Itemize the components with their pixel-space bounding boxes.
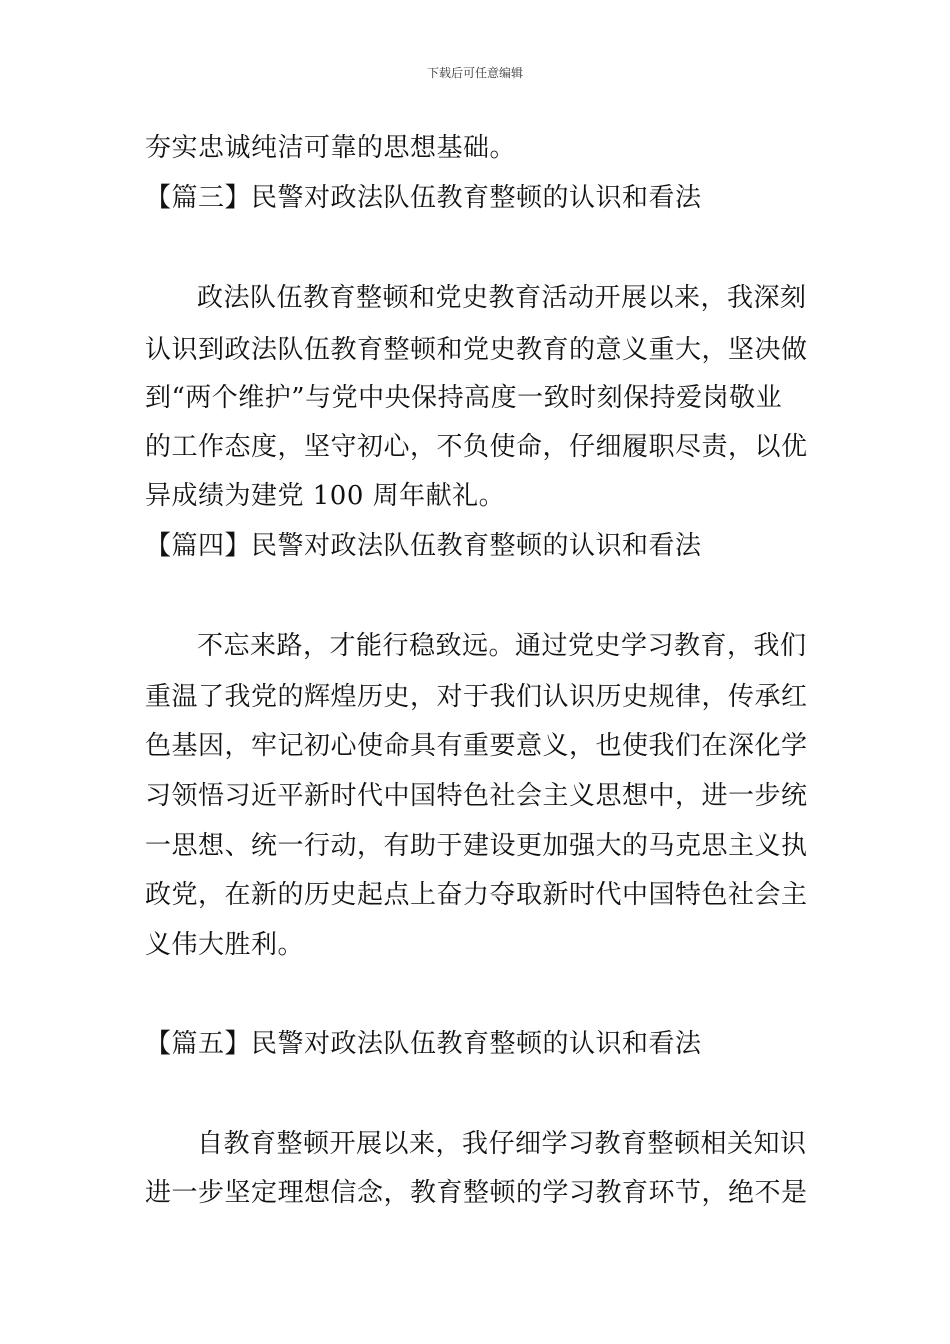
section-heading-5: 【篇五】民警对政法队伍教育整顿的认识和看法	[145, 1029, 702, 1059]
paragraph-line: 的工作态度，坚守初心，不负使命，仔细履职尽责，以优	[145, 432, 808, 462]
paragraph-line: 不忘来路，才能行稳致远。通过党史学习教育，我们	[197, 631, 807, 661]
paragraph-line: 到“两个维护”与党中央保持高度一致时刻保持爱岗敬业	[145, 383, 783, 413]
paragraph-line: 政法队伍教育整顿和党史教育活动开展以来，我深刻	[197, 283, 807, 313]
paragraph-line: 异成绩为建党 100 周年献礼。	[145, 481, 506, 511]
paragraph-line: 习领悟习近平新时代中国特色社会主义思想中，进一步统	[145, 781, 808, 811]
paragraph-line: 重温了我党的辉煌历史，对于我们认识历史规律，传承红	[145, 682, 808, 712]
paragraph-line: 认识到政法队伍教育整顿和党史教育的意义重大，坚决做	[145, 335, 808, 365]
paragraph-line: 义伟大胜利。	[145, 930, 305, 960]
paragraph-line: 政党，在新的历史起点上奋力夺取新时代中国特色社会主	[145, 880, 808, 910]
page-header: 下载后可任意编辑	[426, 66, 523, 80]
paragraph-line: 自教育整顿开展以来，我仔细学习教育整顿相关知识	[197, 1129, 807, 1159]
section-heading-4: 【篇四】民警对政法队伍教育整顿的认识和看法	[145, 531, 702, 561]
section-heading-3: 【篇三】民警对政法队伍教育整顿的认识和看法	[145, 183, 702, 213]
paragraph-line: 进一步坚定理想信念，教育整顿的学习教育环节，绝不是	[145, 1178, 808, 1208]
paragraph-line: 色基因，牢记初心使命具有重要意义，也使我们在深化学	[145, 731, 808, 761]
paragraph-line: 夯实忠诚纯洁可靠的思想基础。	[145, 133, 517, 163]
paragraph-line: 一思想、统一行动，有助于建设更加强大的马克思主义执	[145, 831, 808, 861]
